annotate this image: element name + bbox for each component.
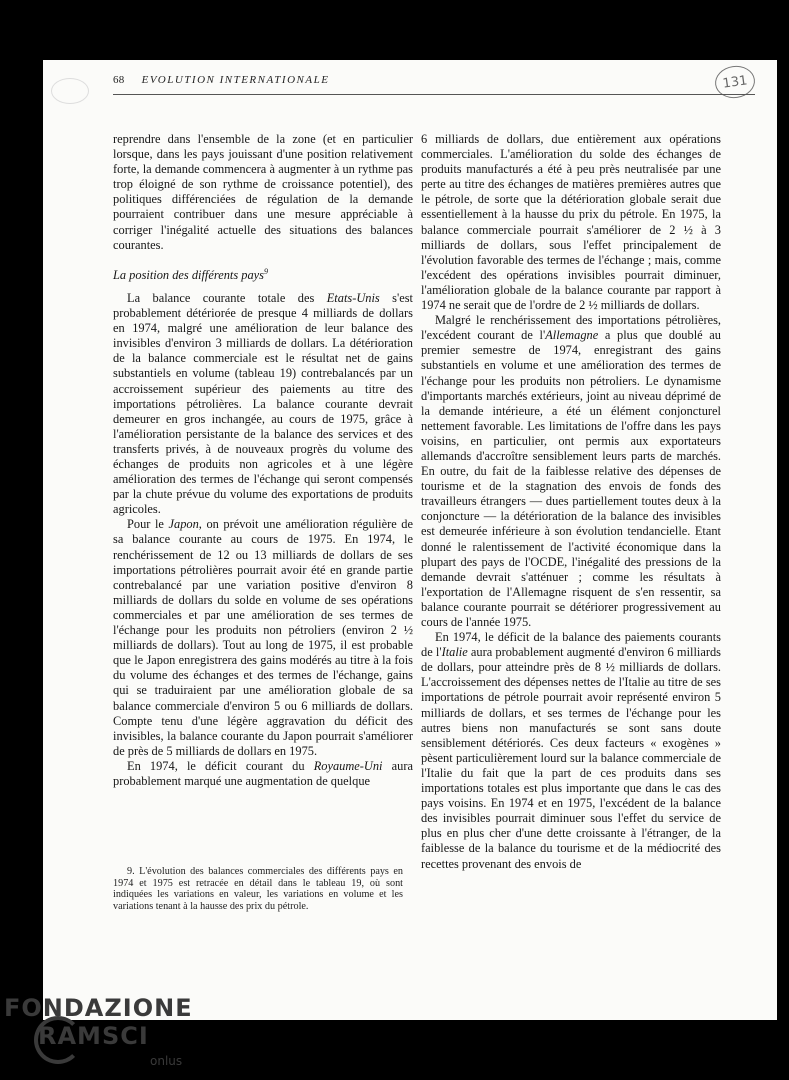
text: La balance courante totale des [127, 290, 327, 305]
country-name: Japon [168, 517, 199, 532]
text: a plus que doublé au premier semestre de 1974, enregistrant des gains substantiels en volume et une amélioration des termes de l'échange pour les produits non pétroliers. Le dynamisme d'importants marchés extérieurs, joint au niveau déprimé de la demande intérieure, a été un élément conjoncturel nettement favorable. Les limitations de l'offre dans les pays voisins, en particulier, ont permis aux exportateurs allemands d'accroître sensiblement leurs parts de marchés. En outre, du fait de la faiblesse relative des dépenses de tourisme et de la stagnation des envois de fonds des travailleurs étrangers — dues partiellement toutes deux à la conjoncture — la détérioration de la balance des invisibles est demeurée inférieure à son évolution tendancielle. Etant donné le ralentissement de l'activité économique dans la plupart des pays de l'OCDE, l'inégalité des pressions de la demande devrait s'atténuer ; comme les résultats à l'exportation de l'Allemagne risquent de s'en ressentir, sa balance courante pourrait se détériorer progressivement au cours de l'année 1975. [421, 328, 721, 629]
text: Pour le [127, 517, 169, 532]
paragraph: 6 milliards de dollars, due entièrement aux opérations commerciales. L'amélioration du solde des échanges de produits manufacturés a été à peu près neutralisée par une perte au titre des échanges de matières premières autres que le pétrole, de sorte que la détérioration globale serait due essentiellement à la hausse du prix du pétrole. En 1975, la balance commerciale pourrait s'améliorer de 2 ½ à 3 milliards de dollars, sous l'effet principalement de l'évolution favorable des termes de l'échange ; mais, comme l'excédent des opérations invisibles pourrait diminuer, l'amélioration globale de la balance courante par rapport à 1974 ne serait que de l'ordre de 2 ½ milliards de dollars. [421, 132, 721, 313]
footnote-ref: 9 [263, 266, 268, 276]
document-page [43, 60, 777, 1020]
text: , on prévoit une amélioration régulière de sa balance courante au cours de 1975. En 1974, le renchérissement de 12 ou 13 milliards de dollars de ses importations pétrolières pourrait avoir été en grande partie contrebalancé par une variation positive d'environ 8 milliards de dollars du solde en volume de ses opérations commerciales et par une amélioration de ses termes de l'échange pour les produits non pétroliers (environ 2 ½ milliards de dollars). Tout au long de 1975, il est probable que le Japon enregistrera des gains modérés au titre à la fois du volume des échanges et des termes de l'échange, gains qui se traduiraient par une amélioration globale de sa balance commerciale d'environ 5 ou 6 milliards de dollars. Compte tenu d'une légère aggravation du déficit des invisibles, la balance courante du Japon pourrait s'améliorer de près de 5 milliards de dollars en 1975. [113, 517, 414, 758]
heading-text: La position des différents pays [113, 267, 264, 282]
paragraph [113, 759, 413, 789]
logo-line-3: onlus [150, 1054, 183, 1068]
text: En 1974, le déficit de la balance des paiements courants de l' [421, 630, 721, 660]
paragraph [421, 630, 721, 872]
text: aura probablement augmenté d'environ 6 milliards de dollars, pour atteindre près de 8 ½ milliards de dollars. L'accroissement des dépenses nettes de l'Italie au titre de ses importations de pétrole pourrait avoir représenté environ 5 milliards de dollars, et ses termes de l'échange pour les autres biens non manufacturés se sont sans doute sensiblement détériorés. Ces deux facteurs « exogènes » pèsent particulièrement lourd sur la balance commerciale de l'Italie du fait que la part de ces produits dans ses importations totales est plus importante que dans le cas des pays voisins. En 1974 et en 1975, l'excédent de la balance des invisibles pourrait diminuer sous l'effet du service de plus en plus cher d'une dette croissante à l'étranger, de la faiblesse de la balance du tourisme et de la médiocrité des recettes provenant des envois de [421, 645, 721, 871]
logo-line-1: FONDAZIONE [4, 994, 193, 1022]
country-name: Allemagne [545, 328, 599, 343]
page-header [113, 74, 329, 86]
country-name: Italie [441, 645, 468, 660]
paragraph [113, 517, 413, 759]
footnote: 9. L'évolution des balances commerciales des différents pays en 1974 et 1975 est retracée en détail dans le tableau 19, où sont indiquées les variations en valeur, les variations en volume et les variations tenant à la hausse des prix du pétrole. [113, 866, 403, 912]
paragraph: reprendre dans l'ensemble de la zone (et en particulier lorsque, dans les pays jouissant d'une position relativement forte, la demande commencera à augmenter à un rythme pas trop éloigné de son rythme de croissance potentiel), des politiques différenciées de régulation de la demande pourraient contribuer dans une mesure appréciable à corriger l'inégalité actuelle des situations des balances courantes. [113, 132, 413, 252]
text: Malgré le renchérissement des importations pétrolières, l'excédent courant de l' [421, 313, 721, 343]
archive-stamp [713, 63, 757, 100]
country-name: Royaume-Uni [313, 758, 383, 773]
page-number: 68 [113, 74, 125, 86]
text: s'est probablement détériorée de presque 4 milliards de dollars en 1974, malgré une amélioration de leur balance des invisibles d'environ 3 milliards de dollars. La détérioration de la balance commerciale est le résultat net de gains substantiels en volume (tableau 19) contrebalancés par un accroissement supérieur des paiements au titre des importations pétrolières. La balance courante devrait demeurer en gros inchangée, au cours de 1975, grâce à l'amélioration persistante de la balance des services et des transferts privés, à de nouveaux progrès du volume des échanges de produits non agricoles et à une légère amélioration des termes de l'échange qui seront compensés par la chute prévue du volume des exportations de produits agricoles. [113, 290, 413, 517]
logo-line-2: RAMSCI [38, 1022, 149, 1050]
country-name: Etats-Unis [326, 290, 380, 305]
stamp-number: 131 [721, 72, 749, 92]
fondazione-gramsci-logo [4, 994, 193, 1069]
faded-stamp [51, 78, 89, 104]
paragraph [421, 313, 721, 630]
text: En 1974, le déficit courant du [127, 758, 314, 773]
paragraph [113, 291, 413, 517]
running-title: EVOLUTION INTERNATIONALE [141, 74, 330, 86]
right-column [421, 132, 721, 872]
section-heading [113, 264, 413, 283]
text: aura probablement marqué une augmentation de quelque [113, 758, 413, 788]
header-rule [113, 94, 755, 95]
logo-g-mark [34, 1016, 82, 1064]
left-column [113, 132, 413, 789]
